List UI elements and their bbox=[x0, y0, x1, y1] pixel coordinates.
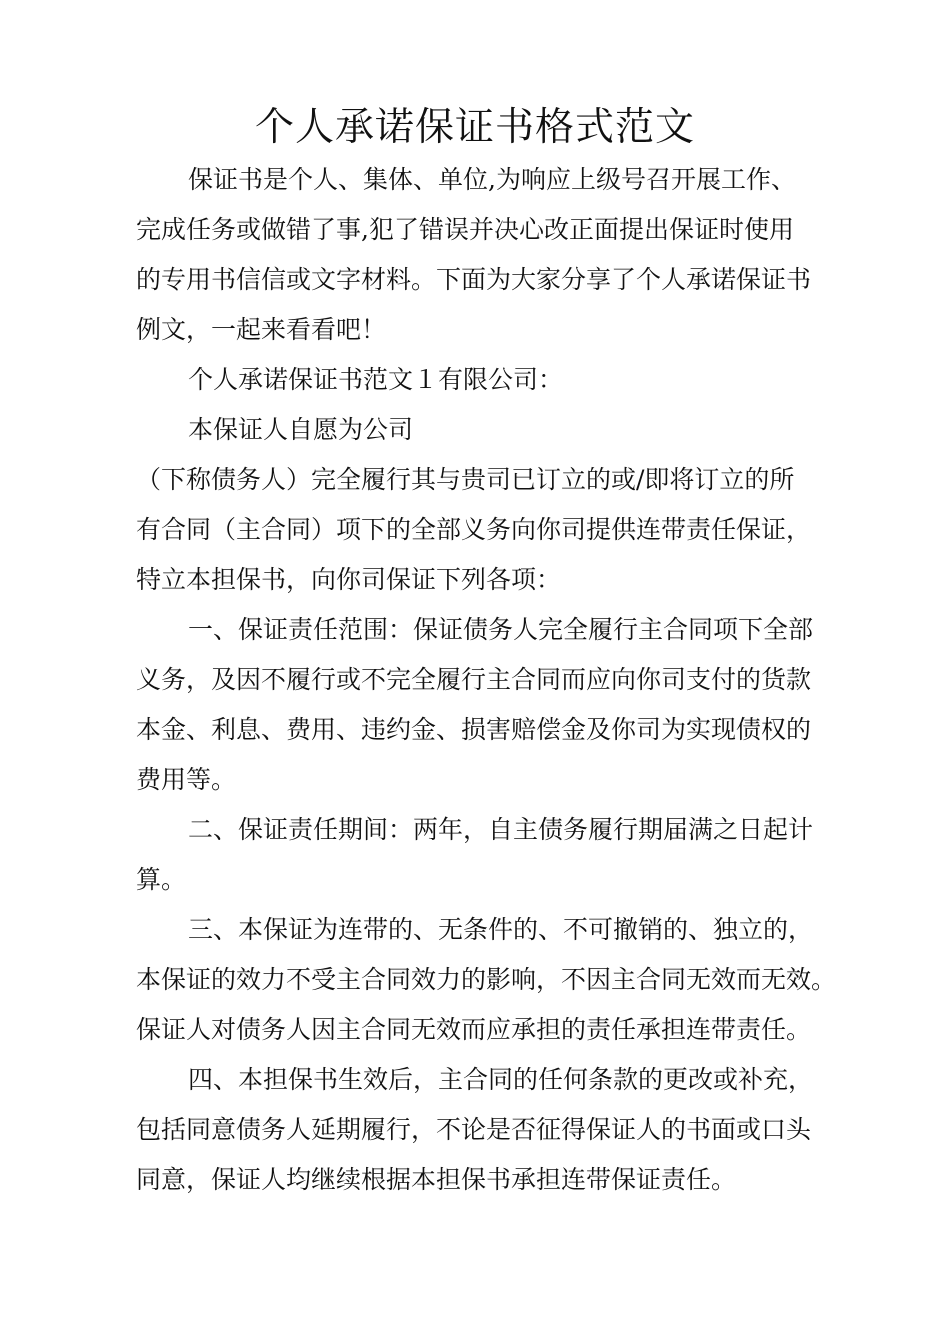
text-line: 包括同意债务人延期履行，不论是否征得保证人的书面或口头 bbox=[136, 1115, 812, 1144]
text-line: 个人承诺保证书范文１有限公司： bbox=[188, 365, 564, 394]
text-line: 三、本保证为连带的、无条件的、不可撤销的、独立的， bbox=[188, 915, 814, 944]
text-line: 二、保证责任期间：两年，自主债务履行期届满之日起计 bbox=[188, 815, 814, 844]
text-line: 本保证的效力不受主合同效力的影响，不因主合同无效而无效。 bbox=[136, 965, 837, 994]
text-line: 例文，一起来看看吧！ bbox=[136, 315, 387, 344]
text-line: 四、本担保书生效后，主合同的任何条款的更改或补充， bbox=[188, 1065, 814, 1094]
text-line: 本金、利息、费用、违约金、损害赔偿金及你司为实现债权的 bbox=[136, 715, 812, 744]
document-title: 个人承诺保证书格式范文 bbox=[254, 105, 695, 150]
text-line: 算。 bbox=[136, 865, 187, 894]
text-line: 本保证人自愿为公司 bbox=[188, 415, 414, 444]
text-line: 一、保证责任范围：保证债务人完全履行主合同项下全部 bbox=[188, 615, 814, 644]
text-line: 义务，及因不履行或不完全履行主合同而应向你司支付的货款 bbox=[136, 665, 812, 694]
text-line: 保证书是个人、集体、单位,为响应上级号召开展工作、 bbox=[188, 165, 796, 194]
text-line: （下称债务人）完全履行其与贵司已订立的或/即将订立的所 bbox=[136, 465, 795, 494]
text-line: 的专用书信信或文字材料。下面为大家分享了个人承诺保证书 bbox=[136, 265, 812, 294]
text-line: 保证人对债务人因主合同无效而应承担的责任承担连带责任。 bbox=[136, 1015, 812, 1044]
text-line: 特立本担保书，向你司保证下列各项： bbox=[136, 565, 562, 594]
text-line: 有合同（主合同）项下的全部义务向你司提供连带责任保证， bbox=[136, 515, 812, 544]
text-line: 完成任务或做错了事,犯了错误并决心改正面提出保证时使用 bbox=[136, 215, 794, 244]
text-line: 费用等。 bbox=[136, 765, 237, 794]
text-line: 同意，保证人均继续根据本担保书承担连带保证责任。 bbox=[136, 1165, 737, 1194]
